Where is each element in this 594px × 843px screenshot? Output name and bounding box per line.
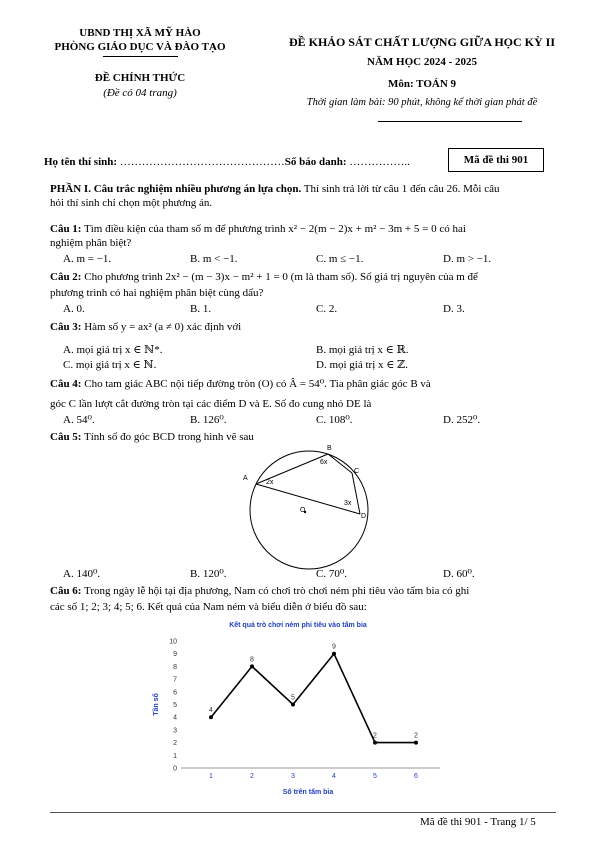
q2-option-d[interactable]: D. 3. (443, 303, 465, 315)
chord-bc (328, 454, 352, 473)
q4-option-c[interactable]: C. 108⁰. (316, 414, 353, 426)
q2-text: Cho phương trình 2x² − (m − 3)x − m² + 1 = 0 (m là tham số). Số giá trị nguyên của m để (81, 271, 478, 283)
angle-6x-label: 6x (320, 459, 328, 466)
exam-code-box: Mã đề thi 901 (448, 148, 544, 172)
chart-point (332, 652, 336, 656)
chart-point (250, 664, 254, 668)
chart-y-tick-label: 1 (173, 752, 177, 760)
chart-y-tick-label: 8 (173, 663, 177, 671)
question-4 (50, 377, 431, 391)
chart-point (209, 715, 213, 719)
q4-option-a[interactable]: A. 54⁰. (63, 414, 95, 426)
chart-series (209, 644, 418, 745)
chart-data-label: 9 (332, 643, 336, 651)
chart-data-label: 2 (373, 732, 377, 740)
chart-y-tick-label: 6 (173, 689, 177, 697)
question-2 (50, 270, 478, 284)
question-6 (50, 584, 469, 598)
part1-title: PHẦN I. Câu trắc nghiệm nhiều phương án lựa chọn. (50, 183, 302, 195)
pages-note: (Đề có 04 trang) (103, 87, 177, 99)
q3-option-b[interactable]: B. mọi giá trị x ∈ ℝ. (316, 344, 409, 356)
time-note: Thời gian làm bài: 90 phút, không kể thời gian phát đề (306, 97, 538, 108)
q5-option-c[interactable]: C. 70⁰. (316, 568, 347, 580)
q2-option-a[interactable]: A. 0. (63, 303, 85, 315)
q2-option-b[interactable]: B. 1. (190, 303, 212, 315)
name-label: Họ tên thí sinh: (44, 156, 118, 168)
q5-option-d[interactable]: D. 60⁰. (443, 568, 475, 580)
part1-heading (50, 182, 499, 196)
q3-option-c[interactable]: C. mọi giá trị x ∈ ℕ. (63, 359, 157, 371)
footer-page: Mã đề thi 901 - Trang 1/ 5 (420, 816, 536, 828)
chord-ad (256, 484, 360, 514)
chart-x-tick-label: 3 (291, 773, 295, 780)
q4-option-d[interactable]: D. 252⁰. (443, 414, 481, 426)
chart-y-tick-label: 0 (173, 765, 177, 773)
part1-desc-line2: hỏi thí sinh chỉ chọn một phương án. (50, 197, 213, 209)
q1-option-c[interactable]: C. m ≤ −1. (316, 253, 364, 265)
q4-text-line2: góc C lần lượt cắt đường tròn tại các điểm D và E. Số đo cung nhỏ DE là (50, 398, 372, 410)
question-3 (50, 320, 241, 334)
q1-text: Tìm điều kiện của tham số m để phương trình x² − 2(m − 2)x + m² − 3m + 5 = 0 có hai (81, 223, 466, 235)
chart-point (414, 741, 418, 745)
q6-label: Câu 6: (50, 585, 82, 597)
chart-y-tick-label: 5 (173, 702, 177, 709)
q6-text: Trong ngày lễ hội tại địa phương, Nam có chơi trò chơi ném phi tiêu vào tấm bia có ghi (81, 585, 470, 597)
q5-option-a[interactable]: A. 140⁰. (63, 568, 101, 580)
chart-x-tick-label: 6 (414, 773, 418, 780)
point-a-label: A (243, 475, 248, 482)
chart-y-tick-label: 10 (169, 638, 177, 646)
chart-data-label: 5 (291, 694, 295, 702)
q3-option-a[interactable]: A. mọi giá trị x ∈ ℕ*. (63, 344, 163, 356)
school-year: NĂM HỌC 2024 - 2025 (367, 56, 477, 68)
point-o-label: O (300, 507, 306, 514)
point-d-label: D (361, 513, 367, 520)
q5-text: Tính số đo góc BCD trong hình vẽ sau (81, 431, 254, 443)
chart-data-label: 4 (209, 707, 213, 715)
q1-option-d[interactable]: D. m > −1. (443, 253, 492, 265)
circle-figure (236, 440, 376, 572)
chart-point (291, 703, 295, 707)
q1-option-a[interactable]: A. m = −1. (63, 253, 112, 265)
q4-option-b[interactable]: B. 126⁰. (190, 414, 227, 426)
q6-text-line2: các số 1; 2; 3; 4; 5; 6. Kết quả của Nam ném và biểu diễn ở biểu đồ sau: (50, 601, 367, 613)
chart-ticks (169, 639, 418, 781)
angle-3x-label: 3x (344, 500, 352, 507)
angle-2x-label: 2x (266, 479, 274, 486)
chart-y-tick-label: 4 (173, 714, 177, 722)
q2-label: Câu 2: (50, 271, 82, 283)
part1-desc: Thí sinh trả lời từ câu 1 đến câu 26. Mỗi câu (301, 183, 500, 195)
chart (150, 615, 450, 800)
q1-option-b[interactable]: B. m < −1. (190, 253, 238, 265)
student-info-line (44, 156, 410, 168)
q5-option-b[interactable]: B. 120⁰. (190, 568, 227, 580)
question-5 (50, 430, 254, 444)
chart-x-tick-label: 4 (332, 773, 336, 780)
id-field[interactable]: …………….. (346, 156, 410, 168)
chart-y-tick-label: 9 (173, 651, 177, 659)
chart-y-tick-label: 2 (173, 740, 177, 748)
q2-option-c[interactable]: C. 2. (316, 303, 338, 315)
point-b-label: B (327, 445, 332, 452)
chart-y-tick-label: 3 (173, 727, 177, 735)
q3-option-d[interactable]: D. mọi giá trị x ∈ ℤ. (316, 359, 408, 371)
chart-xlabel: Số trên tấm bia (282, 789, 334, 796)
header-right-underline (378, 121, 522, 122)
name-field[interactable]: ……………………………………… (117, 156, 285, 168)
q5-label: Câu 5: (50, 431, 82, 443)
point-c-label: C (354, 468, 360, 475)
chart-point (373, 741, 377, 745)
q2-text-line2: phương trình có hai nghiệm phân biệt cùng dấu? (50, 287, 264, 299)
circle (250, 451, 368, 569)
q3-label: Câu 3: (50, 321, 82, 333)
footer-rule (50, 812, 556, 813)
chart-series-line (211, 654, 416, 743)
chart-data-label: 8 (250, 656, 254, 664)
header-left-underline (103, 56, 178, 57)
q4-label: Câu 4: (50, 378, 82, 390)
chart-title: Kết quả trò chơi ném phi tiêu vào tấm bia (229, 622, 367, 629)
subject: Môn: TOÁN 9 (387, 78, 457, 90)
q1-text-line2: nghiệm phân biệt? (50, 237, 132, 249)
chart-ylabel: Tần số (153, 693, 160, 716)
q1-label: Câu 1: (50, 223, 82, 235)
official-label: ĐỀ CHÍNH THỨC (94, 72, 186, 84)
id-label: Số báo danh: (284, 156, 347, 168)
chart-x-tick-label: 1 (209, 773, 213, 780)
q4-text: Cho tam giác ABC nội tiếp đường tròn (O) có Â = 54⁰. Tia phân giác góc B và (81, 378, 431, 390)
question-1 (50, 222, 466, 236)
q3-text: Hàm số y = ax² (a ≠ 0) xác định với (81, 321, 242, 333)
chart-data-label: 2 (414, 732, 418, 740)
chart-y-tick-label: 7 (173, 676, 177, 684)
exam-title: ĐỀ KHẢO SÁT CHẤT LƯỢNG GIỮA HỌC KỲ II (288, 35, 556, 49)
chart-x-tick-label: 5 (373, 773, 377, 780)
header-department: PHÒNG GIÁO DỤC VÀ ĐÀO TẠO (54, 41, 226, 53)
chart-x-tick-label: 2 (250, 773, 254, 780)
header-unit: UBND THỊ XÃ MỸ HÀO (79, 27, 201, 39)
